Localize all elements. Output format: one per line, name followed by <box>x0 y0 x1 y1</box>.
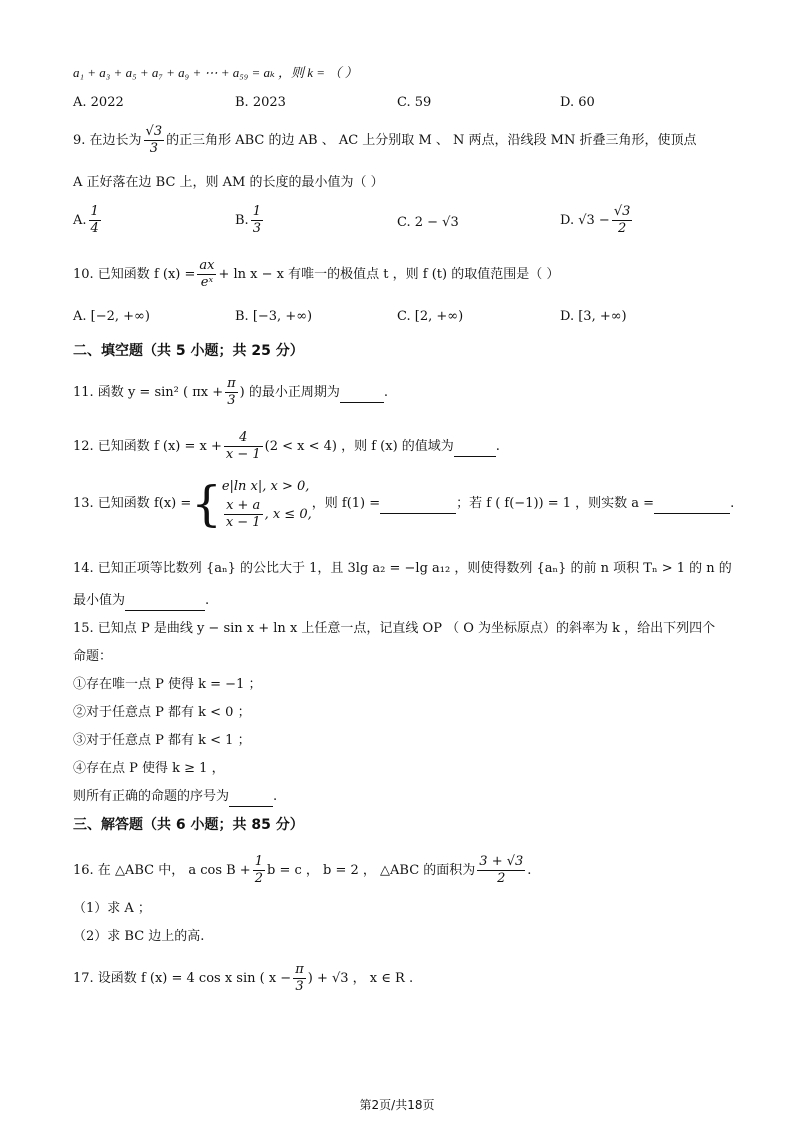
q13-stem <box>73 476 734 531</box>
q11-frac-num: π <box>227 376 236 391</box>
q10-post: + ln x − x 有唯一的极值点 t ，则 f (t) 的取值范围是（ ） <box>218 267 560 282</box>
q9-side-fraction <box>144 124 165 157</box>
q15-item-4: ④存在点 P 使得 k ≥ 1 ， <box>73 761 225 776</box>
q17-pre: 17. 设函数 f (x) = 4 cos x sin ( x − <box>73 971 292 986</box>
q12-answer-blank <box>454 438 496 457</box>
q15-line1: 15. 已知点 P 是曲线 y − sin x + ln x 上任意一点，记直线 OP （ O 为坐标原点）的斜率为 k ，给出下列四个 <box>73 621 716 636</box>
q10-option-b: B. [−3, +∞) <box>235 309 313 324</box>
q15-end: . <box>273 789 278 804</box>
q13-piece2-frac <box>224 498 263 531</box>
q16-sub1: （1）求 A ； <box>73 901 151 916</box>
q16-mid: b = c ， b = 2 ， △ABC 的面积为 <box>266 863 476 878</box>
q11-stem <box>73 376 388 409</box>
q17-fraction <box>293 962 306 995</box>
q15-last-line <box>73 788 277 807</box>
q10-fraction <box>197 258 216 291</box>
q16-frac-half <box>253 854 265 887</box>
q13-piece2-num: x + a <box>224 498 263 515</box>
q14-answer-blank <box>125 592 205 611</box>
q13-piece2 <box>222 498 312 531</box>
q13-answer-blank-2 <box>654 495 730 514</box>
q16-frac1-num: 1 <box>254 854 263 869</box>
q9-option-d-den: 2 <box>617 221 627 236</box>
q14-line2 <box>73 592 209 611</box>
q14-end: . <box>205 593 210 608</box>
q13-pieces <box>222 476 312 531</box>
q13-piece2-den: x − 1 <box>225 515 261 530</box>
q11-frac-den: 3 <box>227 393 236 408</box>
q9-option-d-num: √3 <box>613 204 631 219</box>
q17-frac-num: π <box>295 962 304 977</box>
q11-pre: 11. 函数 y = sin² ( πx + <box>73 385 224 400</box>
q8-stem: a₁ + a₃ + a₅ + a₇ + a₉ + ⋯ + a₅₉ = aₖ ，则 k = （ ） <box>73 65 358 80</box>
q15-last-pre: 则所有正确的命题的序号为 <box>73 789 230 804</box>
q13-piecewise-brace: { <box>191 475 222 532</box>
q8-option-b: B. 2023 <box>235 95 286 110</box>
q16-stem <box>73 854 531 887</box>
q17-frac-den: 3 <box>295 979 304 994</box>
q13-piece2-post: , x ≤ 0, <box>264 507 312 522</box>
q9-line1-post: 的正三角形 ABC 的边 AB 、 AC 上分别取 M 、 N 两点，沿线段 MN 折叠三角形，使顶点 <box>166 133 697 148</box>
q13-answer-blank-1 <box>380 495 456 514</box>
q16-frac2-den: 2 <box>497 871 506 886</box>
q17-stem <box>73 962 413 995</box>
q8-option-c: C. 59 <box>397 95 432 110</box>
q9-option-c: C. 2 − √3 <box>397 215 459 230</box>
q9-option-b <box>235 204 265 237</box>
q11-post: ) 的最小正周期为 <box>239 385 340 400</box>
q16-frac2-num: 3 + √3 <box>479 854 524 869</box>
q9-option-a-den: 4 <box>90 221 99 236</box>
q9-frac-num: √3 <box>145 124 163 139</box>
q11-answer-blank <box>340 384 384 403</box>
q10-option-d: D. [3, +∞) <box>560 309 627 324</box>
q15-item-2: ②对于任意点 P 都有 k < 0 ； <box>73 705 251 720</box>
q12-pre: 12. 已知函数 f (x) = x + <box>73 439 222 454</box>
q10-stem <box>73 258 559 291</box>
q16-pre: 16. 在 △ABC 中， a cos B + <box>73 863 251 878</box>
q12-fraction <box>224 430 263 463</box>
q16-end: . <box>527 863 532 878</box>
q13-pre: 13. 已知函数 f(x) = <box>73 496 192 511</box>
q9-option-d <box>560 204 634 237</box>
q12-end: . <box>495 439 500 454</box>
q13-piece1: e|ln x|, x > 0, <box>221 479 310 494</box>
q15-item-3: ③对于任意点 P 都有 k < 1 ； <box>73 733 251 748</box>
q15-answer-blank <box>229 788 273 807</box>
q9-option-a-frac <box>89 204 101 237</box>
q12-frac-den: x − 1 <box>225 447 261 462</box>
q16-frac-area <box>477 854 525 887</box>
q9-option-d-frac <box>612 204 633 237</box>
q12-stem <box>73 430 500 463</box>
q10-frac-num: ax <box>199 258 215 273</box>
q10-option-a: A. [−2, +∞) <box>73 309 150 324</box>
q9-frac-den: 3 <box>149 141 158 156</box>
q14-line1: 14. 已知正项等比数列 {aₙ} 的公比大于 1，且 3lg a₂ = −lg a₁₂ ，则使得数列 {aₙ} 的前 n 项积 Tₙ > 1 的 n 的 <box>73 561 732 576</box>
q9-line1 <box>73 124 696 157</box>
q9-option-d-label: D. √3 − <box>560 213 610 228</box>
section-fill-in-heading: 二、填空题（共 5 小题；共 25 分） <box>73 343 304 359</box>
section-solutions-heading: 三、解答题（共 6 小题；共 85 分） <box>73 817 304 833</box>
q9-option-b-num: 1 <box>252 204 261 219</box>
q14-line2-pre: 最小值为 <box>73 593 126 608</box>
q10-option-c: C. [2, +∞) <box>397 309 464 324</box>
q12-frac-num: 4 <box>224 430 263 447</box>
q13-end: . <box>730 496 735 511</box>
page-number-footer: 第2页/共18页 <box>359 1098 435 1112</box>
q8-option-a: A. 2022 <box>73 95 124 110</box>
q9-option-b-label: B. <box>235 213 249 228</box>
q8-option-d: D. 60 <box>560 95 595 110</box>
q15-item-1: ①存在唯一点 P 使得 k = −1 ； <box>73 677 262 692</box>
q9-option-a-num: 1 <box>90 204 99 219</box>
q9-option-a-label: A. <box>73 213 87 228</box>
q9-option-b-den: 3 <box>252 221 261 236</box>
q13-mid2: ；若 f ( f(−1)) = 1 ，则实数 a = <box>456 496 655 511</box>
q10-pre: 10. 已知函数 f (x) = <box>73 267 196 282</box>
q16-sub2: （2）求 BC 边上的高. <box>73 929 205 944</box>
q9-line2: A 正好落在边 BC 上，则 AM 的长度的最小值为（ ） <box>73 175 384 190</box>
q11-end: . <box>383 385 388 400</box>
q15-line2: 命题： <box>73 649 113 664</box>
q10-frac-den: eˣ <box>200 275 214 290</box>
q13-mid1: ，则 f(1) = <box>311 496 381 511</box>
q17-post: ) + √3 ， x ∈ R . <box>307 971 414 986</box>
q16-frac1-den: 2 <box>254 871 263 886</box>
q9-option-a <box>73 204 103 237</box>
q9-option-b-frac <box>251 204 263 237</box>
q11-fraction <box>225 376 238 409</box>
q12-post: (2 < x < 4) ，则 f (x) 的值域为 <box>264 439 454 454</box>
q9-line1-pre: 9. 在边长为 <box>73 133 142 148</box>
